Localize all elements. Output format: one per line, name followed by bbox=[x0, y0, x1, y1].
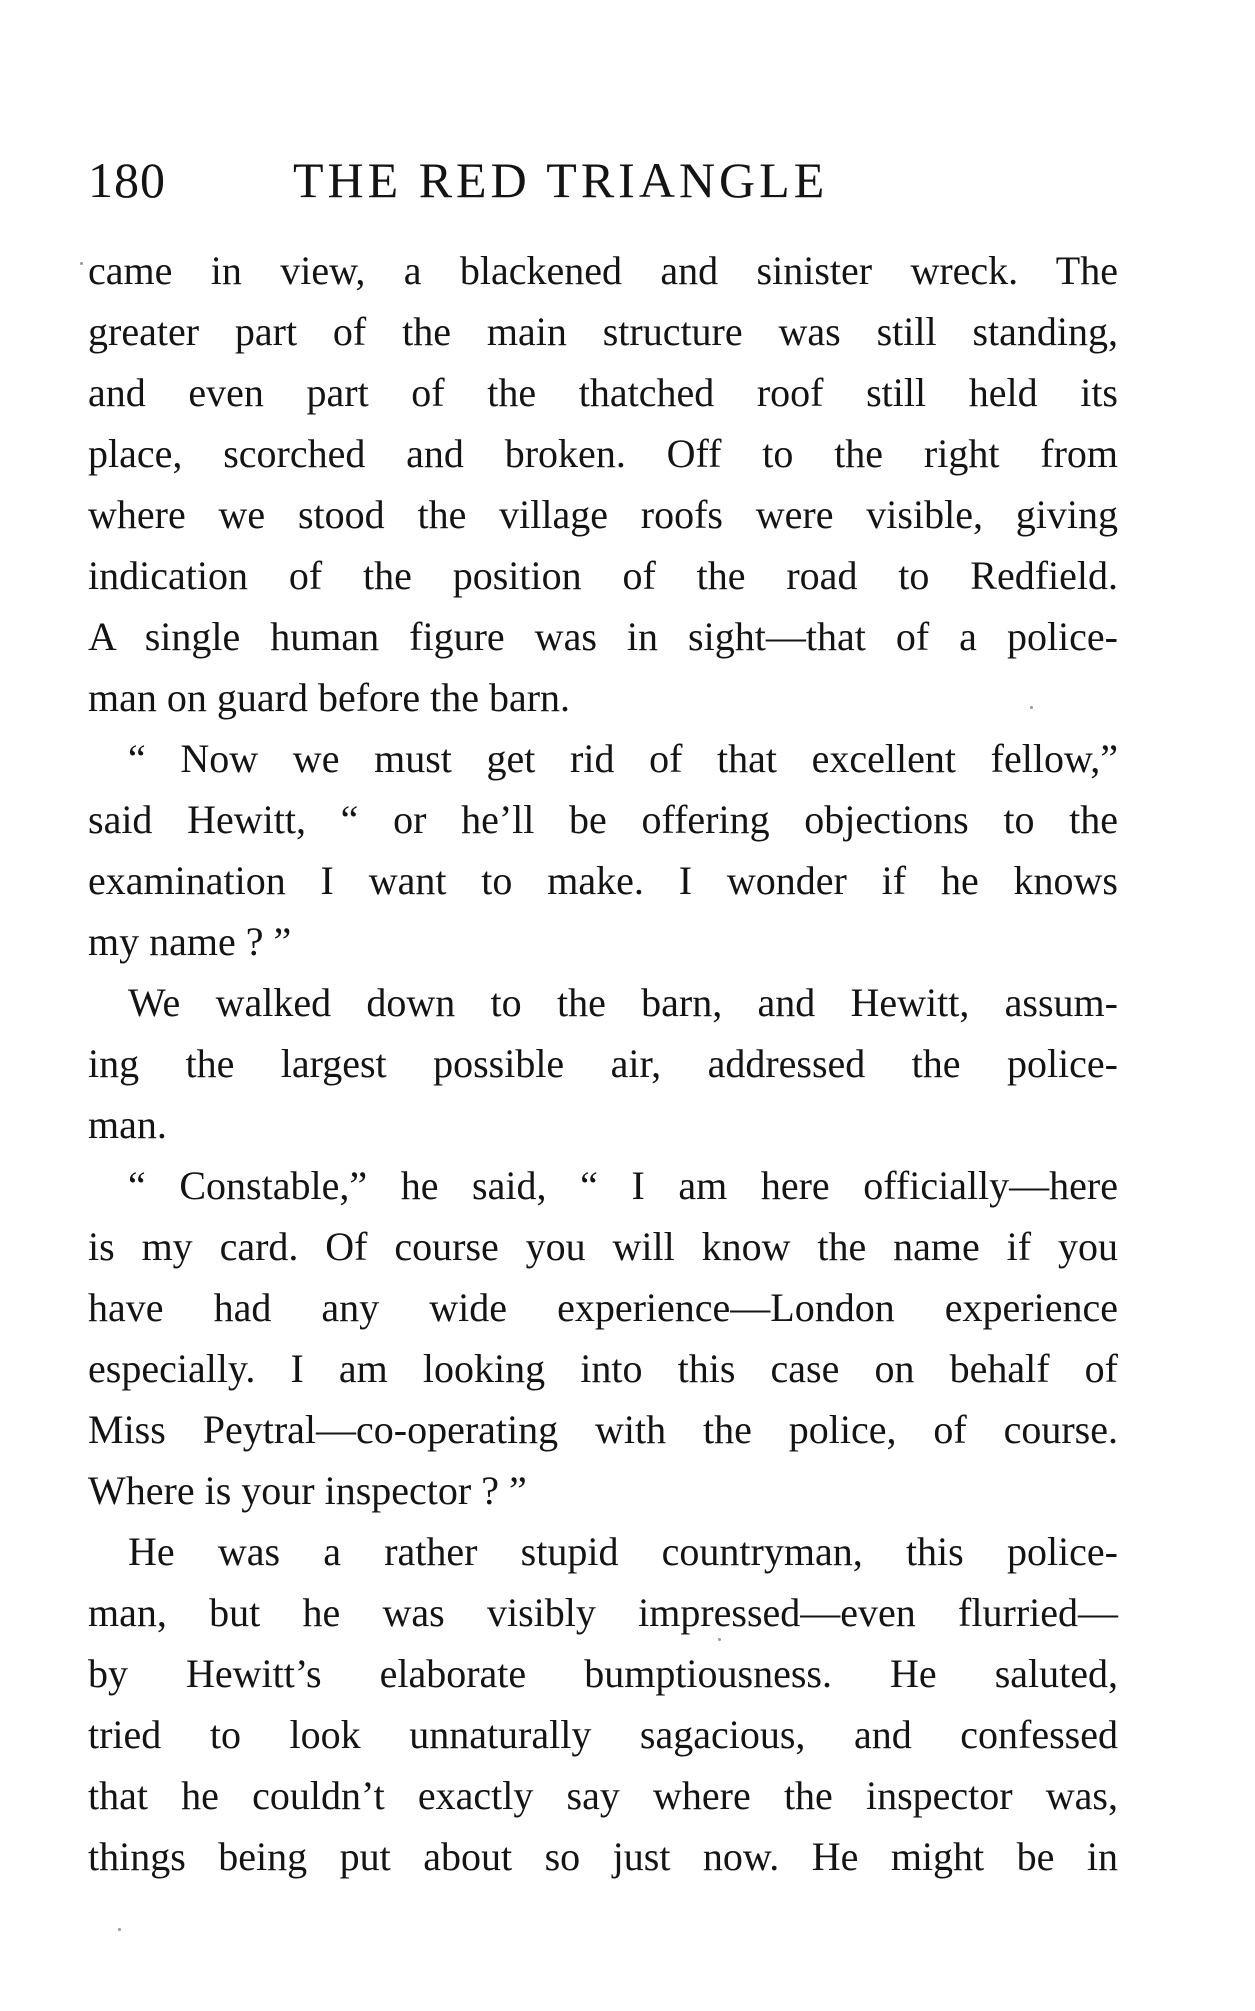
text-line: ing the largest possible air, addressed the police- bbox=[88, 1041, 1118, 1086]
paragraph-end-line: my name ? ” bbox=[88, 919, 292, 964]
paragraph-start-line: “ Constable,” he said, “ I am here officially—here bbox=[128, 1163, 1118, 1208]
text-line: said Hewitt, “ or he’ll be offering objections to the bbox=[88, 797, 1118, 842]
text-line: greater part of the main structure was still standing, bbox=[88, 309, 1118, 354]
paragraph-end-line: Where is your inspector ? ” bbox=[88, 1468, 527, 1513]
text-line: tried to look unnaturally sagacious, and confessed bbox=[88, 1712, 1118, 1757]
text-line: man, but he was visibly impressed—even flurried— bbox=[88, 1590, 1118, 1635]
paragraph-start-line: We walked down to the barn, and Hewitt, assum- bbox=[128, 980, 1118, 1025]
text-line: and even part of the thatched roof still held its bbox=[88, 370, 1118, 415]
running-head bbox=[88, 150, 1118, 210]
text-line: examination I want to make. I wonder if he knows bbox=[88, 858, 1118, 903]
paragraph-start-line: “ Now we must get rid of that excellent fellow,” bbox=[128, 736, 1118, 781]
text-line: came in view, a blackened and sinister wreck. The bbox=[88, 248, 1118, 293]
text-line: A single human figure was in sight—that of a police- bbox=[88, 614, 1118, 659]
paper-speck bbox=[118, 1928, 121, 1931]
paper-speck bbox=[80, 262, 83, 265]
text-line: that he couldn’t exactly say where the inspector was, bbox=[88, 1773, 1118, 1818]
text-line: things being put about so just now. He might be in bbox=[88, 1834, 1118, 1879]
paper-speck bbox=[718, 1638, 721, 1641]
text-line: where we stood the village roofs were visible, giving bbox=[88, 492, 1118, 537]
text-line: especially. I am looking into this case on behalf of bbox=[88, 1346, 1118, 1391]
text-line: have had any wide experience—London experience bbox=[88, 1285, 1118, 1330]
body-text bbox=[88, 240, 1118, 1887]
text-line: is my card. Of course you will know the name if you bbox=[88, 1224, 1118, 1269]
paragraph-start-line: He was a rather stupid countryman, this police- bbox=[128, 1529, 1118, 1574]
paragraph-end-line: man. bbox=[88, 1102, 167, 1147]
paper-speck bbox=[1030, 706, 1033, 709]
page-number: 180 bbox=[88, 152, 166, 208]
text-line: place, scorched and broken. Off to the right from bbox=[88, 431, 1118, 476]
text-line: Miss Peytral—co-operating with the police, of course. bbox=[88, 1407, 1118, 1452]
paragraph-end-line: man on guard before the barn. bbox=[88, 675, 571, 720]
text-line: indication of the position of the road to Redfield. bbox=[88, 553, 1118, 598]
text-line: by Hewitt’s elaborate bumptiousness. He saluted, bbox=[88, 1651, 1118, 1696]
running-title: THE RED TRIANGLE bbox=[293, 152, 829, 208]
